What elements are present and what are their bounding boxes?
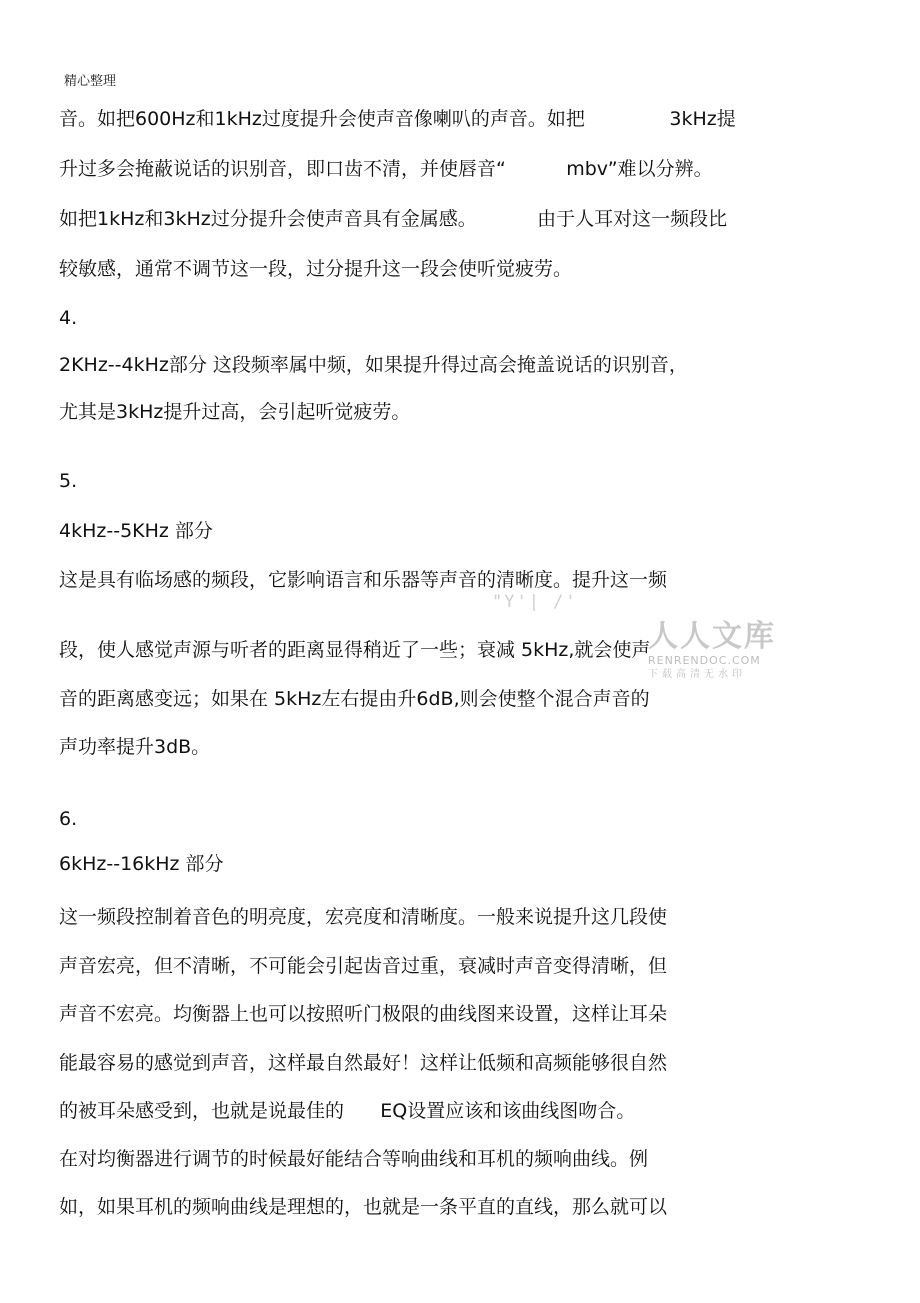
watermark-title: 人人文库 xyxy=(648,619,776,654)
text-line: 在对均衡器进行调节的时候最好能结合等响曲线和耳机的频响曲线。例 xyxy=(59,1148,649,1170)
text-line: 能最容易的感觉到声音，这样最自然最好！这样让低频和高频能够很自然 xyxy=(59,1052,668,1074)
text-line: 这一频段控制着音色的明亮度，宏亮度和清晰度。一般来说提升这几段使 xyxy=(59,906,668,928)
text-line: 尤其是3kHz提升过高，会引起听觉疲劳。 xyxy=(59,401,411,423)
text-line: 的被耳朵感受到，也就是说最佳的 EQ设置应该和该曲线图吻合。 xyxy=(59,1100,636,1122)
text-line: 声音宏亮，但不清晰，不可能会引起齿音过重，衰减时声音变得清晰，但 xyxy=(59,955,668,977)
text-line: 如把1kHz和3kHz过分提升会使声音具有金属感。 由于人耳对这一频段比 xyxy=(59,208,728,230)
text-line: 音的距离感变远；如果在 5kHz左右提由升6dB,则会使整个混合声音的 xyxy=(59,688,650,710)
text-line: 较敏感，通常不调节这一段，过分提升这一段会使听觉疲劳。 xyxy=(59,258,573,280)
watermark xyxy=(648,620,778,682)
text-line: 这是具有临场感的频段，它影响语言和乐器等声音的清晰度。提升这一频 xyxy=(59,569,668,591)
page-header: 精心整理 xyxy=(64,74,117,89)
text-line: 升过多会掩蔽说话的识别音，即口齿不清，并使唇音“ mbv”难以分辨。 xyxy=(59,158,713,180)
watermark-subtitle: 下载高清无水印 xyxy=(648,669,746,680)
section-heading: 4kHz--5KHz 部分 xyxy=(59,520,213,542)
text-line: 声音不宏亮。均衡器上也可以按照听门极限的曲线图来设置，这样让耳朵 xyxy=(59,1003,668,1025)
section-heading: 6kHz--16kHz 部分 xyxy=(59,853,224,875)
watermark-url: RENRENDOC.COM xyxy=(648,654,761,667)
section-number: 5. xyxy=(59,470,78,492)
watermark-marks: "Y'| /' xyxy=(492,592,578,612)
text-line: 声功率提升3dB。 xyxy=(59,736,211,758)
section-number: 6. xyxy=(59,808,78,830)
text-line: 音。如把600Hz和1kHz过度提升会使声音像喇叭的声音。如把 3kHz提 xyxy=(59,108,736,130)
text-line: 段，使人感觉声源与听者的距离显得稍近了一些；衰减 5kHz,就会使声 xyxy=(59,639,651,661)
section-number: 4. xyxy=(59,307,78,329)
text-line: 如，如果耳机的频响曲线是理想的，也就是一条平直的直线，那么就可以 xyxy=(59,1196,668,1218)
text-line: 2KHz--4kHz部分 这段频率属中频，如果提升得过高会掩盖说话的识别音， xyxy=(59,354,688,376)
